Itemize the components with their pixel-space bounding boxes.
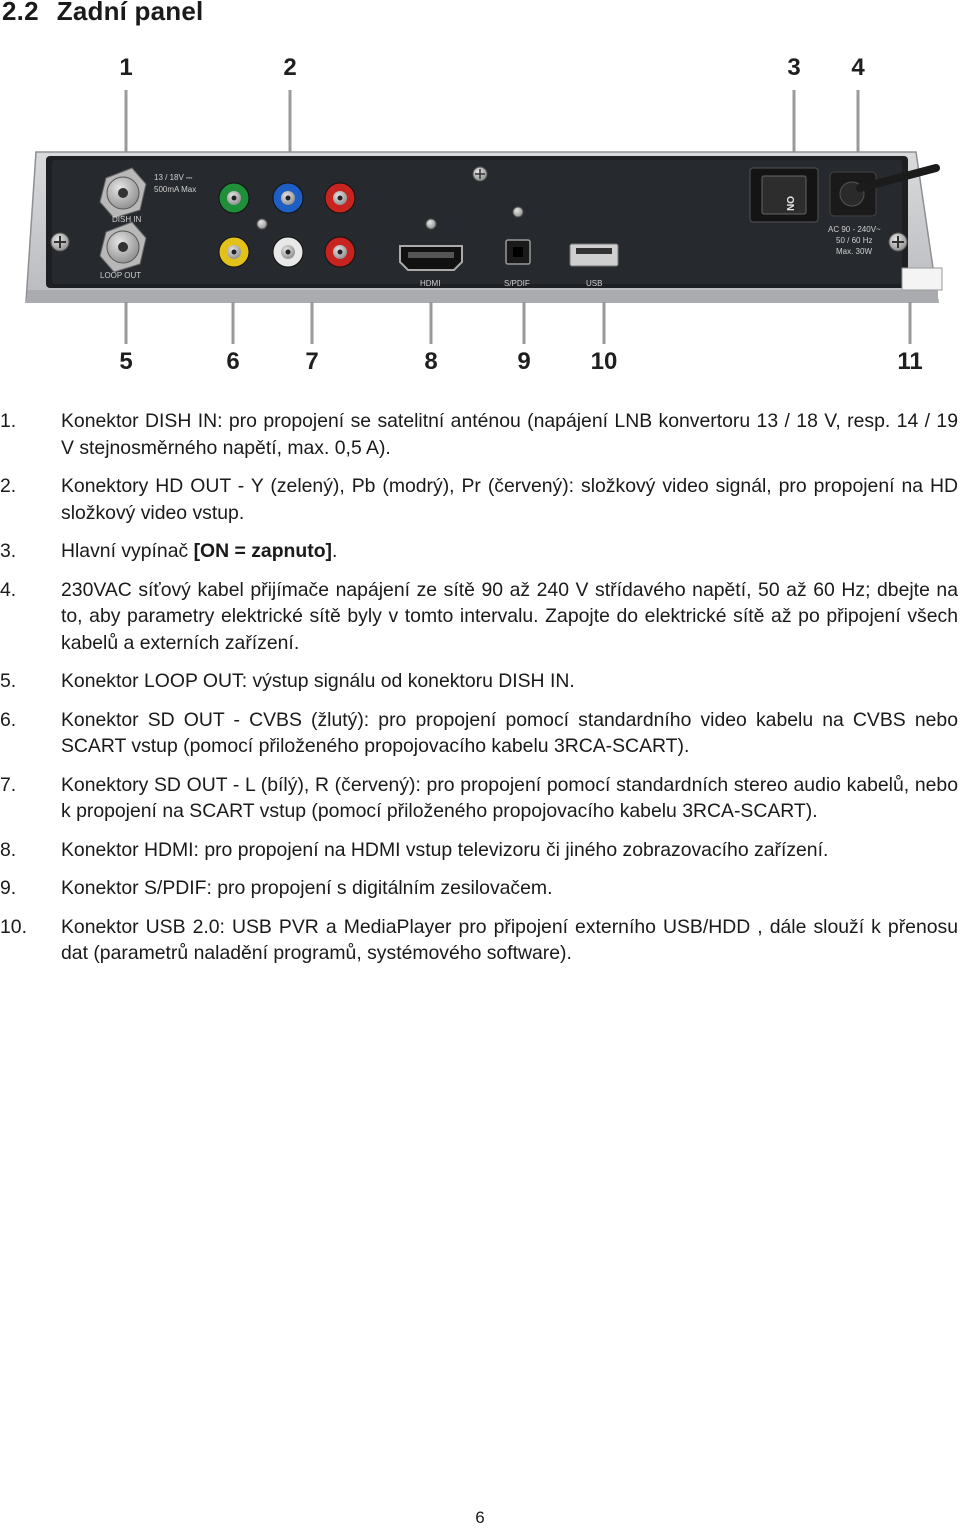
item-number: 6.	[0, 708, 17, 731]
usb-port-icon	[570, 244, 618, 266]
callout-11: 11	[897, 348, 923, 375]
list-item	[0, 408, 960, 461]
list-item	[0, 772, 960, 825]
section-title: Zadní panel	[56, 0, 204, 26]
rca-pb-blue-icon	[273, 183, 303, 213]
screw-left-icon	[51, 233, 69, 251]
callout-2: 2	[283, 54, 297, 81]
item-number: 1.	[0, 410, 17, 432]
rear-panel-illustration	[20, 40, 960, 380]
callout-7: 7	[305, 348, 319, 375]
item-number: 8.	[0, 838, 17, 861]
hdmi-label: HDMI	[420, 279, 441, 288]
item-text-end: .	[332, 540, 338, 562]
lnb-voltage-label: 13 / 18V ⎓	[154, 173, 193, 182]
callout-3: 3	[787, 54, 801, 81]
list-item	[0, 668, 960, 695]
lnb-current-label: 500mA Max	[154, 185, 197, 194]
item-text-bold: [ON = zapnuto]	[193, 540, 332, 562]
item-text: Konektor LOOP OUT: výstup signálu od konektoru DISH IN.	[61, 670, 575, 692]
list-item	[0, 837, 960, 864]
item-number: 3.	[0, 540, 17, 562]
item-text: Konektory HD OUT - Y (zelený), Pb (modrý), Pr (červený): složkový video signál, pro propojení na HD složkový video vstup.	[61, 475, 958, 524]
rca-pr-red-icon	[325, 183, 355, 213]
callout-6: 6	[226, 348, 240, 375]
page-number: 6	[475, 1508, 485, 1527]
section-number: 2.2	[2, 0, 39, 26]
usb-label: USB	[586, 279, 603, 288]
item-text: Konektor S/PDIF: pro propojení s digitálním zesilovačem.	[61, 877, 553, 899]
list-item	[0, 707, 960, 760]
screw-top-icon	[473, 167, 487, 181]
list-item	[0, 914, 960, 967]
spdif-label: S/PDIF	[504, 279, 530, 288]
callout-1: 1	[119, 54, 133, 81]
rca-r-red-icon	[325, 237, 355, 267]
rca-cvbs-yellow-icon	[219, 237, 249, 267]
item-number: 5.	[0, 670, 17, 692]
item-text: Konektory SD OUT - L (bílý), R (červený): pro propojení pomocí standardních stereo audio kabelů, nebo k propojení na SCART vstup (pomocí přiloženého propojovacího kabelu 3RCA-SCART).	[61, 773, 958, 822]
connector-list	[0, 408, 960, 979]
item-text: Konektor USB 2.0: USB PVR a MediaPlayer pro připojení externího USB/HDD , dále slouží k přenosu dat (parametrů naladění programů, systémového software).	[61, 915, 958, 964]
item-number: 4.	[0, 578, 17, 601]
item-number: 9.	[0, 877, 17, 899]
screw-rca-icon	[257, 219, 267, 229]
item-text: Konektor DISH IN: pro propojení se satelitní anténou (napájení LNB konvertoru 13 / 18 V, resp. 14 / 19 V stejnosměrného napětí, max. 0,5 A).	[61, 410, 958, 459]
list-item	[0, 577, 960, 657]
rca-y-green-icon	[219, 183, 249, 213]
dish-in-label: DISH IN	[112, 215, 142, 224]
power-rating-line-1: AC 90 - 240V~	[828, 225, 881, 234]
list-item	[0, 875, 960, 902]
power-rating-line-2: 50 / 60 Hz	[836, 236, 873, 245]
item-text: 230VAC síťový kabel přijímače napájení ze sítě 90 až 240 V střídavého napětí, 50 až 60 Hz; dbejte na to, aby parametry elektrické sítě byly v tomto intervalu. Zapojte do elektrické sítě až po připojení všech kabelů a externích zařízení.	[61, 578, 958, 654]
item-number: 7.	[0, 773, 17, 796]
list-item	[0, 473, 960, 526]
rear-panel-figure	[20, 40, 960, 380]
item-number: 2.	[0, 475, 17, 497]
section-heading	[2, 0, 203, 27]
loop-out-label: LOOP OUT	[100, 271, 142, 280]
callout-4: 4	[851, 54, 865, 81]
list-item	[0, 538, 960, 565]
switch-on-label: ON	[784, 196, 795, 211]
item-text: Konektor HDMI: pro propojení na HDMI vstup televizoru či jiného zobrazovacího zařízení.	[61, 838, 829, 861]
item-text: Konektor SD OUT - CVBS (žlutý): pro propojení pomocí standardního video kabelu na CVBS nebo SCART vstup (pomocí přiloženého propojovacího kabelu 3RCA-SCART).	[61, 708, 958, 757]
callout-9: 9	[517, 348, 531, 375]
callout-5: 5	[119, 348, 133, 375]
item-text: Hlavní vypínač	[61, 540, 194, 562]
screw-right-icon	[889, 233, 907, 251]
power-rating-line-3: Max. 30W	[836, 247, 873, 256]
power-switch-icon	[750, 168, 818, 222]
callout-10: 10	[590, 348, 618, 375]
rca-l-white-icon	[273, 237, 303, 267]
item-number: 10.	[0, 915, 27, 938]
callout-8: 8	[424, 348, 438, 375]
